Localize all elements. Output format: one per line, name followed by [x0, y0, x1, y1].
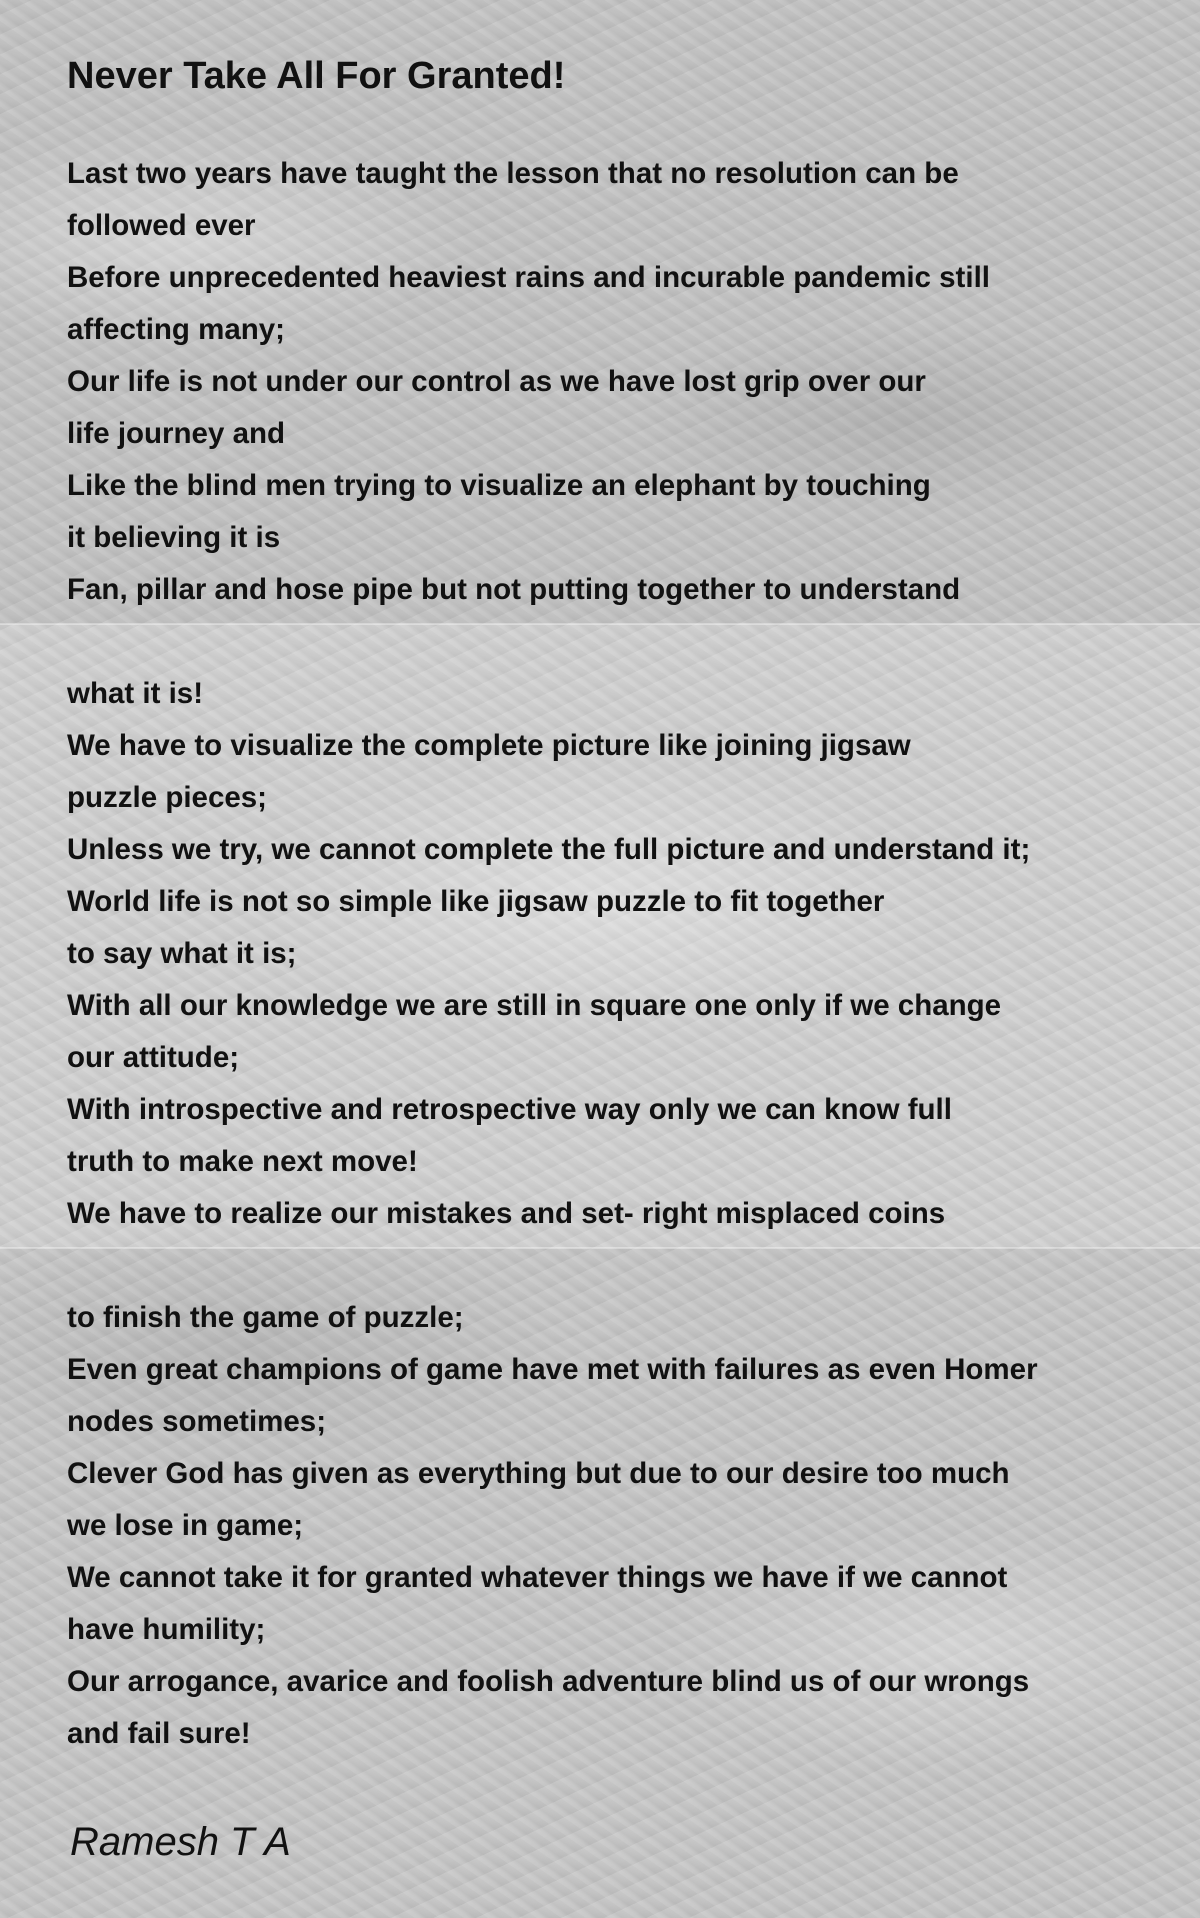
poem-line: We cannot take it for granted whatever things we have if we cannot: [67, 1561, 1008, 1594]
poem-author: Ramesh T A: [70, 1820, 291, 1864]
poem-line: Before unprecedented heaviest rains and incurable pandemic still: [67, 261, 990, 294]
poem-line: With all our knowledge we are still in square one only if we change: [67, 989, 1002, 1022]
poem-line: followed ever: [67, 209, 256, 242]
poem-line: World life is not so simple like jigsaw puzzle to fit together: [67, 885, 885, 918]
poem-title: Never Take All For Granted!: [67, 55, 566, 97]
poem-line: Unless we try, we cannot complete the full picture and understand it;: [67, 833, 1031, 866]
poem-line: Our life is not under our control as we have lost grip over our: [67, 365, 926, 398]
poem-line: Our arrogance, avarice and foolish adventure blind us of our wrongs: [67, 1665, 1030, 1698]
poem-line: to say what it is;: [67, 937, 297, 970]
poem-line: nodes sometimes;: [67, 1405, 327, 1438]
poem-line: Last two years have taught the lesson that no resolution can be: [67, 157, 959, 190]
poem-line: With introspective and retrospective way only we can know full: [67, 1093, 952, 1126]
poem-body: [67, 148, 1177, 1760]
poem-line: We have to realize our mistakes and set- right misplaced coins: [67, 1197, 946, 1230]
poem-line: to finish the game of puzzle;: [67, 1301, 464, 1334]
poem-line: what it is!: [67, 677, 204, 710]
poem-stanza-1: [67, 148, 1177, 616]
poem-line: Clever God has given as everything but due to our desire too much: [67, 1457, 1010, 1490]
stanza-break: [67, 1240, 1177, 1292]
poem-line: truth to make next move!: [67, 1145, 418, 1178]
poem-line: life journey and: [67, 417, 286, 450]
poem-line: Even great champions of game have met with failures as even Homer: [67, 1353, 1038, 1386]
poem-line: have humility;: [67, 1613, 266, 1646]
poem-line: affecting many;: [67, 313, 286, 346]
stanza-break: [67, 616, 1177, 668]
poem-line: we lose in game;: [67, 1509, 304, 1542]
poem-line: Fan, pillar and hose pipe but not putting together to understand: [67, 573, 961, 606]
poem-line: Like the blind men trying to visualize an elephant by touching: [67, 469, 931, 502]
poem-stanza-3: [67, 1292, 1177, 1760]
poem-line: We have to visualize the complete picture like joining jigsaw: [67, 729, 911, 762]
poem-line: it believing it is: [67, 521, 281, 554]
poem-line: and fail sure!: [67, 1717, 251, 1750]
poem-line: puzzle pieces;: [67, 781, 268, 814]
poem-stanza-2: [67, 668, 1177, 1240]
poem-line: our attitude;: [67, 1041, 240, 1074]
